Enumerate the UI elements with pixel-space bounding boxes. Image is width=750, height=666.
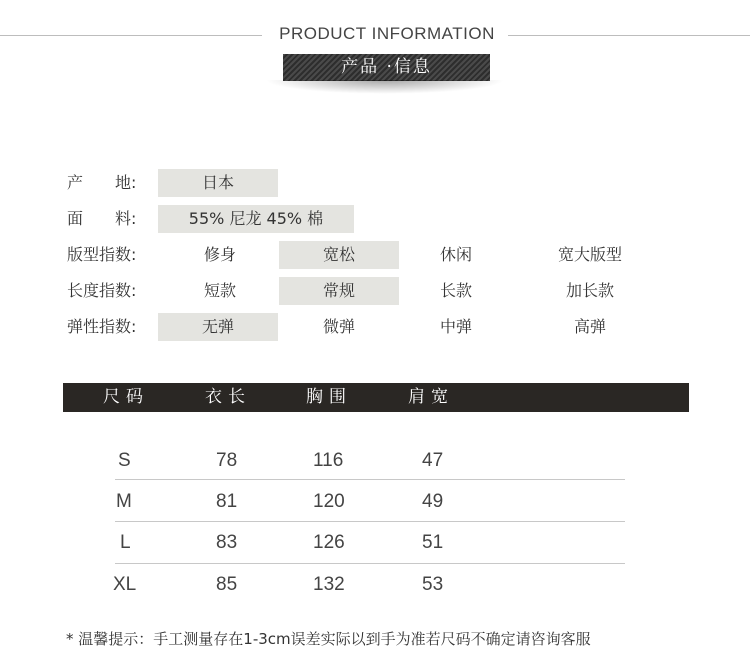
shoulder-cell: 51	[422, 532, 444, 553]
fit-label: 版型指数:	[67, 245, 137, 264]
row-divider	[115, 563, 625, 564]
fit-option-selected: 宽松	[279, 241, 399, 269]
length-option: 长款	[439, 281, 472, 300]
chest-cell: 132	[313, 574, 345, 595]
length-cell: 81	[216, 491, 238, 512]
section-title-en: PRODUCT INFORMATION	[279, 24, 495, 43]
chest-cell: 116	[313, 450, 344, 471]
material-value: 55% 尼龙 45% 棉	[158, 205, 354, 233]
column-header-length: 衣长	[205, 387, 251, 407]
length-cell: 85	[216, 574, 238, 595]
elasticity-option: 微弹	[322, 317, 355, 336]
length-option: 加长款	[565, 281, 614, 300]
fit-option: 宽大版型	[557, 245, 622, 264]
row-divider	[115, 479, 625, 480]
section-title-banner: 产品 ·信息	[283, 54, 490, 81]
size-table-header	[63, 383, 689, 412]
heading-rule-right	[508, 35, 750, 36]
column-header-chest: 胸围	[306, 387, 352, 407]
banner-shadow	[265, 80, 505, 94]
elasticity-label: 弹性指数:	[67, 317, 137, 336]
length-cell: 83	[216, 532, 238, 553]
length-option: 短款	[203, 281, 236, 300]
fit-option: 休闲	[439, 245, 472, 264]
heading-rule-left	[0, 35, 262, 36]
elasticity-option: 高弹	[573, 317, 606, 336]
column-header-size: 尺码	[103, 387, 149, 407]
origin-value: 日本	[158, 169, 278, 197]
length-label: 长度指数:	[67, 281, 137, 300]
length-cell: 78	[216, 450, 238, 471]
origin-label: 产 地:	[67, 173, 137, 192]
fit-option: 修身	[203, 245, 236, 264]
elasticity-option-selected: 无弹	[158, 313, 278, 341]
chest-cell: 126	[313, 532, 345, 553]
size-cell: M	[116, 491, 132, 512]
column-header-shoulder: 肩宽	[408, 387, 454, 407]
elasticity-option: 中弹	[439, 317, 472, 336]
measurement-note: * 温馨提示：手工测量存在1-3cm误差实际以到手为准若尺码不确定请咨询客服	[66, 630, 591, 648]
row-divider	[115, 521, 625, 522]
size-cell: S	[118, 450, 131, 471]
shoulder-cell: 49	[422, 491, 444, 512]
material-label: 面 料:	[67, 209, 137, 228]
shoulder-cell: 47	[422, 450, 444, 471]
shoulder-cell: 53	[422, 574, 444, 595]
size-cell: XL	[113, 574, 137, 595]
size-cell: L	[120, 532, 131, 553]
length-option-selected: 常规	[279, 277, 399, 305]
chest-cell: 120	[313, 491, 345, 512]
